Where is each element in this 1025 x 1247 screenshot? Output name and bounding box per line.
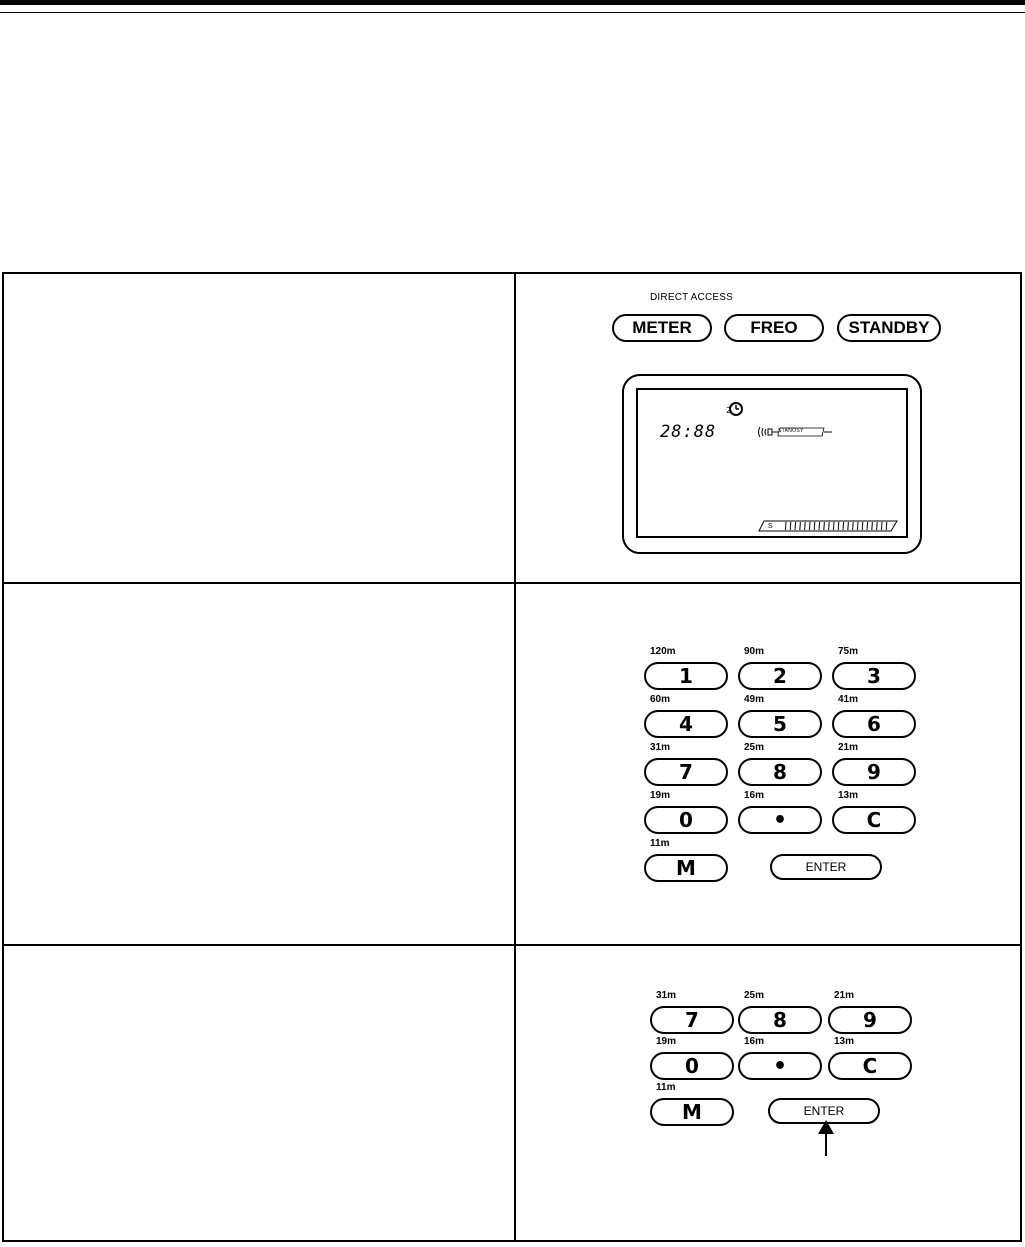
lcd-display [622, 374, 922, 554]
meter-tick [785, 522, 786, 530]
meter-tick [814, 522, 815, 530]
meter-tick [790, 522, 791, 530]
band-label-19m: 19m [650, 790, 671, 801]
band-label-19m: 19m [656, 1036, 677, 1047]
meter-tick [877, 522, 878, 530]
key-0[interactable]: 0 [650, 1052, 734, 1080]
key-c[interactable]: C [832, 806, 916, 834]
top-rule [0, 0, 1025, 5]
meter-tick [795, 522, 796, 530]
meter-tick [886, 522, 887, 530]
top-rule-thin [0, 12, 1025, 13]
band-label-31m: 31m [650, 742, 671, 753]
key-3[interactable]: 3 [832, 662, 916, 690]
band-label-75m: 75m [838, 646, 859, 657]
instruction-cell-1 [4, 274, 514, 582]
instruction-cell-3 [4, 946, 514, 1240]
meter-tick [833, 522, 834, 530]
band-label-13m: 13m [834, 1036, 855, 1047]
timer-clock-icon [726, 400, 744, 418]
meter-button[interactable]: METER [612, 314, 712, 342]
antenna-label: STANOSY [778, 428, 804, 434]
meter-tick [843, 522, 844, 530]
key-dot[interactable]: • [738, 1052, 822, 1080]
key-1[interactable]: 1 [644, 662, 728, 690]
key-4[interactable]: 4 [644, 710, 728, 738]
instruction-cell-2 [4, 584, 514, 944]
band-label-16m: 16m [744, 790, 765, 801]
band-label-41m: 41m [838, 694, 859, 705]
key-7[interactable]: 7 [644, 758, 728, 786]
key-6[interactable]: 6 [832, 710, 916, 738]
table-row-direct-access [4, 274, 1020, 584]
key-7[interactable]: 7 [650, 1006, 734, 1034]
band-label-11m: 11m [650, 838, 670, 849]
meter-tick [805, 522, 806, 530]
band-label-13m: 13m [838, 790, 859, 801]
key-2[interactable]: 2 [738, 662, 822, 690]
meter-tick [853, 522, 854, 530]
band-label-31m: 31m [656, 990, 677, 1001]
illustration-cell-2 [516, 584, 1020, 944]
key-9[interactable]: 9 [828, 1006, 912, 1034]
band-label-120m: 120m [650, 646, 676, 657]
svg-text:2: 2 [726, 406, 732, 415]
meter-tick [848, 522, 849, 530]
enter-button[interactable]: ENTER [770, 854, 882, 880]
band-label-25m: 25m [744, 742, 765, 753]
standby-button[interactable]: STANDBY [837, 314, 941, 342]
enter-button[interactable]: ENTER [768, 1098, 880, 1124]
up-arrow-icon [816, 1120, 836, 1160]
band-label-90m: 90m [744, 646, 765, 657]
table-row-band-keys [4, 584, 1020, 946]
key-9[interactable]: 9 [832, 758, 916, 786]
meter-tick [872, 522, 873, 530]
direct-access-caption: DIRECT ACCESS [650, 292, 733, 303]
key-c[interactable]: C [828, 1052, 912, 1080]
band-label-11m: 11m [656, 1082, 676, 1093]
meter-tick [862, 522, 863, 530]
key-5[interactable]: 5 [738, 710, 822, 738]
signal-meter-icon [758, 520, 898, 532]
illustration-cell-1 [516, 274, 1020, 582]
lcd-time-readout: 28:88 [660, 422, 717, 442]
instruction-table [2, 272, 1022, 1242]
meter-tick [867, 522, 868, 530]
band-label-49m: 49m [744, 694, 765, 705]
key-m[interactable]: M [650, 1098, 734, 1126]
meter-tick [809, 522, 810, 530]
meter-tick [857, 522, 858, 530]
key-0[interactable]: 0 [644, 806, 728, 834]
band-label-60m: 60m [650, 694, 671, 705]
band-label-16m: 16m [744, 1036, 765, 1047]
meter-tick [881, 522, 882, 530]
meter-tick [819, 522, 820, 530]
meter-tick [829, 522, 830, 530]
lcd-screen [636, 388, 908, 538]
meter-tick [824, 522, 825, 530]
table-row-enter [4, 946, 1020, 1240]
meter-tick [800, 522, 801, 530]
key-m[interactable]: M [644, 854, 728, 882]
signal-meter-label: S [768, 523, 773, 530]
meter-tick [838, 522, 839, 530]
key-dot[interactable]: • [738, 806, 822, 834]
band-label-21m: 21m [838, 742, 859, 753]
illustration-cell-3 [516, 946, 1020, 1240]
band-label-25m: 25m [744, 990, 765, 1001]
band-label-21m: 21m [834, 990, 855, 1001]
key-8[interactable]: 8 [738, 1006, 822, 1034]
key-8[interactable]: 8 [738, 758, 822, 786]
freo-button[interactable]: FREO [724, 314, 824, 342]
